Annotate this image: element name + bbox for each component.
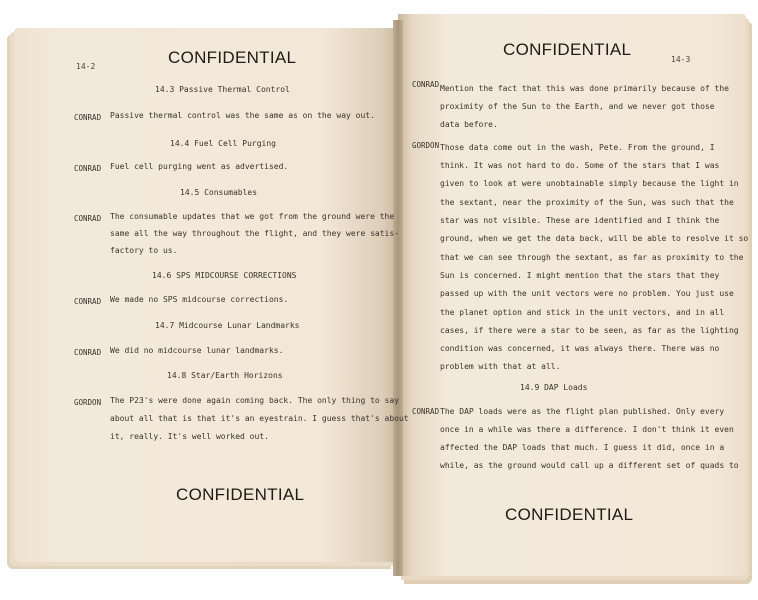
text-line: We did no midcourse lunar landmarks. xyxy=(110,346,284,355)
confidential-banner-bottom-left: CONFIDENTIAL xyxy=(176,485,305,504)
text-line: factory to us. xyxy=(110,246,178,255)
speaker-label: GORDON xyxy=(74,398,102,407)
speaker-label: CONRAD xyxy=(412,407,440,416)
speaker-label: GORDON xyxy=(412,141,440,150)
speaker-label: CONRAD xyxy=(74,297,102,306)
text-line: the sextant, near the proximity of the Sun, was such that the xyxy=(440,198,734,207)
speaker-label: CONRAD xyxy=(412,80,440,89)
text-line: proximity of the Sun to the Earth, and we never got those xyxy=(440,102,715,111)
text-line: Those data come out in the wash, Pete. From the ground, I xyxy=(440,143,715,152)
text-line: same all the way throughout the flight, and they were satis- xyxy=(110,229,399,238)
text-line: Mention the fact that this was done primarily because of the xyxy=(440,84,729,93)
text-line: Fuel cell purging went as advertised. xyxy=(110,162,289,171)
page-number-left: 14-2 xyxy=(76,62,96,71)
page-number-right: 14-3 xyxy=(671,55,691,64)
confidential-banner-top-left: CONFIDENTIAL xyxy=(168,48,297,67)
section-heading: 14.7 Midcourse Lunar Landmarks xyxy=(155,321,300,330)
section-heading: 14.4 Fuel Cell Purging xyxy=(170,139,276,148)
confidential-banner-bottom-right: CONFIDENTIAL xyxy=(505,505,634,524)
text-line: The DAP loads were as the flight plan published. Only every xyxy=(440,407,725,416)
text-line: problem with that at all. xyxy=(440,362,561,371)
confidential-banner-top-right: CONFIDENTIAL xyxy=(503,40,632,59)
text-line: Passive thermal control was the same as on the way out. xyxy=(110,111,375,120)
text-line: The P23's were done again coming back. The only thing to say xyxy=(110,396,399,405)
text-line: while, as the ground would call up a different set of quads to xyxy=(440,461,739,470)
speaker-label: CONRAD xyxy=(74,348,102,357)
section-heading: 14.3 Passive Thermal Control xyxy=(155,85,290,94)
text-line: Sun is concerned. I might mention that the stars that they xyxy=(440,271,720,280)
text-line: affected the DAP loads that much. I guess it did, once in a xyxy=(440,443,725,452)
text-line: about all that is that it's an eyestrain. I guess that's about xyxy=(110,414,409,423)
speaker-label: CONRAD xyxy=(74,214,102,223)
book-spine xyxy=(393,20,403,576)
text-line: that we can see through the sextant, as far as proximity to the xyxy=(440,253,744,262)
text-line: condition was concerned, it was always there. There was no xyxy=(440,344,720,353)
text-line: The consumable updates that we got from the ground were the xyxy=(110,212,395,221)
text-line: We made no SPS midcourse corrections. xyxy=(110,295,289,304)
text-line: think. It was not hard to do. Some of the stars that I was xyxy=(440,161,720,170)
text-line: it, really. It's well worked out. xyxy=(110,432,269,441)
text-line: given to look at were unobtainable simply because the light in xyxy=(440,179,739,188)
section-heading: 14.5 Consumables xyxy=(180,188,258,197)
text-line: passed up with the unit vectors were no problem. You just use xyxy=(440,289,734,298)
text-line: data before. xyxy=(440,120,498,129)
text-line: the planet option and stick in the unit vectors, and in all xyxy=(440,308,725,317)
speaker-label: CONRAD xyxy=(74,113,102,122)
section-heading: 14.8 Star/Earth Horizons xyxy=(167,371,283,380)
section-heading: 14.6 SPS MIDCOURSE CORRECTIONS xyxy=(152,271,297,280)
section-heading: 14.9 DAP Loads xyxy=(520,383,588,392)
text-line: ground, when we get the data back, will be able to resolve it so xyxy=(440,234,749,243)
text-line: cases, if there were a star to be seen, as far as the lighting xyxy=(440,326,739,335)
text-line: once in a while was there a difference. I don't think it even xyxy=(440,425,734,434)
text-line: star was not visible. These are identified and I think the xyxy=(440,216,720,225)
speaker-label: CONRAD xyxy=(74,164,102,173)
